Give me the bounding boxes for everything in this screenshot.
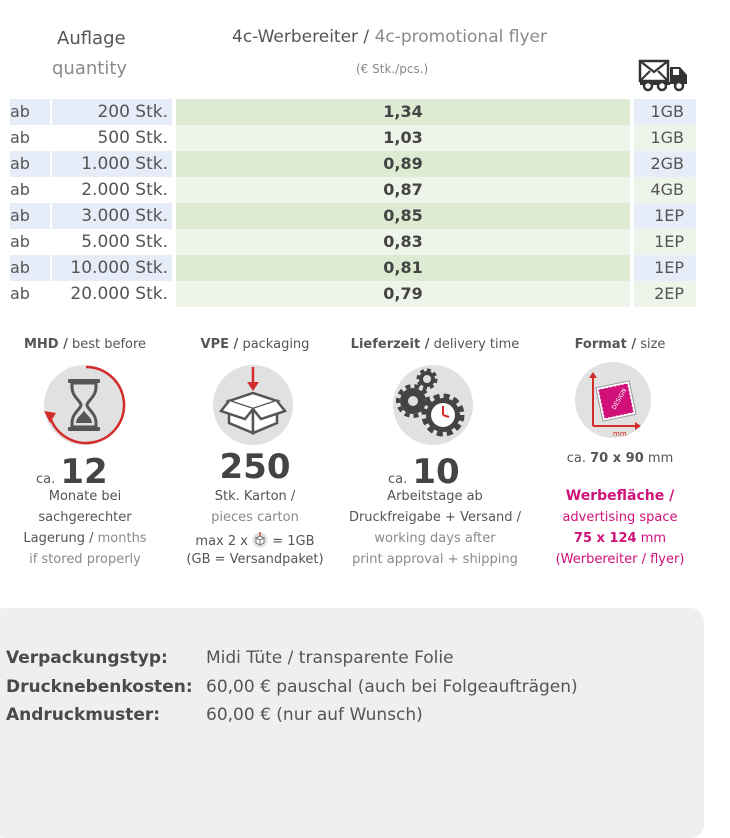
product-header-de: 4c-Werbereiter / [232,27,370,47]
mhd-line3-en: months [97,531,147,546]
mhd-title [10,337,160,352]
format-title [545,337,695,352]
quantity: 3.000 Stk. [52,203,172,229]
price: 0,79 [176,281,630,307]
shipping-unit: 1EP [634,203,696,229]
price-row [0,203,700,229]
vpe-line3-pre: max 2 x [195,534,248,549]
mhd-line1: Monate bei [48,489,122,504]
mhd-description [10,486,160,570]
vpe-line3 [175,532,335,553]
quantity: 5.000 Stk. [81,232,168,252]
shipping-unit: 2GB [634,151,696,177]
spec-label-packaging: Verpackungstyp: [6,648,168,668]
price: 0,89 [176,151,630,177]
vpe-number: 250 [219,447,291,487]
advertising-space [540,486,700,570]
delivery-number: 10 [412,452,460,492]
shipping-unit: 1EP [634,255,696,281]
format-size [545,448,695,469]
quantity: 1.000 Stk. [52,151,172,177]
ad-note: (Werbereiter / flyer) [555,552,685,567]
vpe-title-en: packaging [242,337,310,352]
price: 1,34 [176,99,630,125]
delivery-truck-icon [638,58,690,92]
prefix: ab [10,99,50,125]
mhd-line2: sachgerechter [38,510,132,525]
delivery-line2: Druckfreigabe + Versand / [348,510,522,525]
shipping-unit: 1GB [634,99,696,125]
vpe-line3-post: = 1GB [272,534,315,549]
delivery-title-de: Lieferzeit / [350,337,430,352]
ad-size [540,528,700,549]
box-icon [213,365,293,445]
ad-title [540,486,700,507]
price-row [0,99,700,125]
price-row [0,125,700,151]
mhd-number: 12 [60,452,108,492]
mhd-line3-de: Lagerung / [23,531,94,546]
shipping-unit: 4GB [634,177,696,203]
quantity: 20.000 Stk. [70,284,168,304]
mhd-ca: ca. [36,472,56,487]
vpe-title [180,337,330,352]
prefix: ab [10,255,50,281]
price-row [0,229,700,255]
spec-value-costs: 60,00 € pauschal (auch bei Folgeaufträgen) [206,677,578,697]
vpe-title-de: VPE / [200,337,239,352]
price-row [0,151,700,177]
vpe-line4: (GB = Versandpaket) [186,552,324,567]
mhd-title-en: best before [71,337,147,352]
price-table [0,99,700,307]
prefix: ab [10,128,30,147]
quantity: 200 Stk. [52,99,172,125]
product-header [232,27,547,47]
price-row [0,281,700,307]
small-box-icon [252,532,268,553]
prefix: ab [10,203,50,229]
unit-label: (€ Stk./pcs.) [356,62,429,76]
ad-title-en: advertising space [562,510,678,525]
quantity: 2.000 Stk. [81,180,168,200]
vpe-line1: Stk. Karton / [214,489,296,504]
prefix: ab [10,151,50,177]
price-row [0,177,700,203]
prefix: ab [10,180,30,199]
spec-value-proof: 60,00 € (nur auf Wunsch) [206,705,423,725]
price: 0,83 [176,229,630,255]
product-header-en: 4c-promotional flyer [374,27,547,47]
price: 0,87 [176,177,630,203]
delivery-line1: Arbeitstage ab [387,489,483,504]
price: 0,81 [176,255,630,281]
mhd-title-de: MHD / [23,337,68,352]
format-size-value: 70 x 90 [590,451,644,466]
ad-size-unit: mm [640,531,667,546]
quantity-header-en: quantity [52,58,128,79]
vpe-line2: pieces carton [211,510,299,525]
shipping-unit: 1GB [634,125,696,151]
delivery-title-en: delivery time [433,337,520,352]
prefix: ab [10,284,30,303]
price: 1,03 [176,125,630,151]
spec-label-costs: Drucknebenkosten: [6,677,193,697]
price-row [0,255,700,281]
format-size-ca: ca. [566,451,586,466]
hourglass-icon [44,365,124,445]
icon-unit: mm [613,430,627,438]
delivery-line4: print approval + shipping [352,552,518,567]
vpe-description [175,486,335,567]
quantity-header: Auflage [57,28,126,49]
shipping-unit: 1EP [634,229,696,255]
format-size-unit: mm [647,451,674,466]
format-title-en: size [640,337,666,352]
delivery-line3: working days after [374,531,496,546]
spec-label-proof: Andruckmuster: [6,705,161,725]
ad-size-value: 75 x 124 [573,531,637,546]
mhd-line4: if stored properly [29,552,141,567]
spec-value-packaging: Midi Tüte / transparente Folie [206,648,454,668]
delivery-ca: ca. [388,472,408,487]
format-title-de: Format / [574,337,637,352]
gears-clock-icon [393,365,473,445]
shipping-unit: 2EP [634,281,696,307]
price: 0,85 [176,203,630,229]
design-format-icon [575,362,651,438]
mhd-line3 [10,528,160,549]
quantity: 10.000 Stk. [52,255,172,281]
delivery-description [340,486,530,570]
quantity: 500 Stk. [97,128,168,148]
delivery-title [350,337,520,352]
ad-title-de: Werbefläche / [565,488,675,504]
icon-design-text: DESIGN [610,387,629,412]
prefix: ab [10,232,30,251]
